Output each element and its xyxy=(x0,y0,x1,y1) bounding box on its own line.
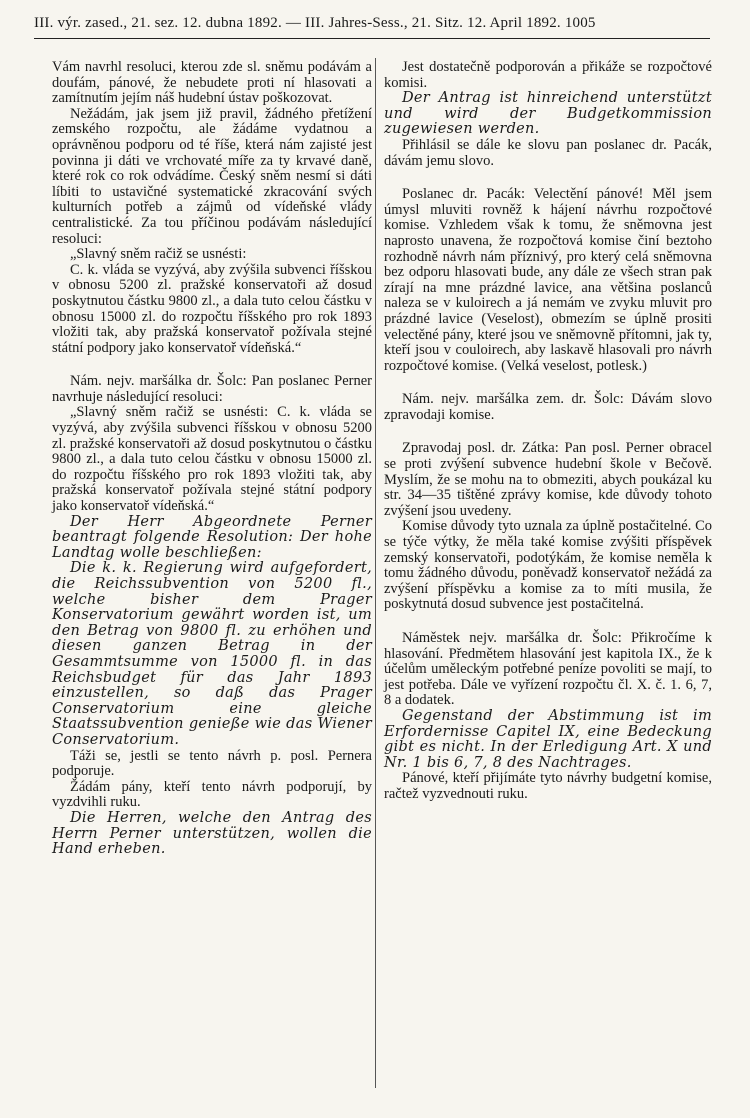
resolution-intro: „Slavný sněm račiž se usnésti: xyxy=(70,246,247,263)
running-header: III. výr. zased., 21. sez. 12. dubna 1892. — III. Jahres-Sess., 21. Sitz. 12. April 1892. 1005 xyxy=(34,10,710,39)
german-paragraph: Gegenstand der Abstimmung ist im Erfordernisse Capitel IX, eine Bedeckung gibt es nicht. In der Erledigung Art. X und Nr. 1 bis 6, 7, 8 des Nachtrages. xyxy=(384,707,712,771)
paragraph: Pánové, kteří přijímáte tyto návrhy budgetní komise, račtež vyzvednouti ruku. xyxy=(384,770,712,802)
paragraph: Nežádám, jak jsem již pravil, žádného přetížení zemského rozpočtu, ale žádáme vydatnou a oprávněnou podporu od té říše, která nám zajisté jest povinna ji dáti ve vrchovaté míře za ty krvavé daně, které rok co rok odvádíme. Český sněm nesmí si dáti líbiti to ustavičné systematické zkracování svých kulturních potřeb a zájmů od vídeňské vlády centralistické. Za tou příčinou podávám následující resoluci: xyxy=(52,105,372,247)
resolution-text: C. k. vláda se vyzývá, aby zvýšila subvenci říšskou v obnosu 5200 zl. pražské konservatoři až dosud poskytnutou částku 9800 zl., a dala tuto celou částku v obnosu 15000 zl. do rozpočtu říšského pro rok 1893 vložiti tak, aby pražská konservatoř požívala stejné státní podpory jako konservatoř vídeňská.“ xyxy=(52,261,372,356)
paragraph: Žádám pány, kteří tento návrh podporují, by vyzdvihli ruku. xyxy=(52,778,372,811)
german-paragraph: Die k. k. Regierung wird aufgefordert, die Reichssubvention von 5200 fl., welche bisher dem Prager Konservatorium gewährt worden ist, um den Betrag von 9800 fl. zu erhöhen und diesen ganzen Betrag in der Gesammtsumme von 15000 fl. in das Reichsbudget für das Jahr 1893 einzustellen, so daß das Prager Conservatorium eine gleiche Staatssubvention genieße wie das Wiener Conservatorium. xyxy=(52,560,372,748)
german-paragraph: Die Herren, welche den Antrag des Herrn Perner unterstützen, wollen die Hand erheben. xyxy=(52,809,372,858)
right-column xyxy=(384,60,712,803)
column-divider xyxy=(375,58,376,1088)
speaker-paragraph: Nám. nejv. maršálka zem. dr. Šolc: Dávám slovo zpravodaji komise. xyxy=(384,391,712,423)
paragraph: Komise důvody tyto uznala za úplně postačitelné. Co se týče výtky, že měla také komise zvýšiti příspěvek zemský konservatoři, podotýkám, že komise neměla k tomu žádného důvodu, poněvadž konservatoř nežádá za zvýšení příspěvku a komise za to míti musila, že poskytnutá dosud subvence jest postačitelná. xyxy=(384,518,712,613)
german-paragraph: Der Herr Abgeordnete Perner beantragt folgende Resolution: Der hohe Landtag wolle beschließen: xyxy=(52,513,372,561)
paragraph: Přihlásil se dále ke slovu pan poslanec dr. Pacák, dávám jemu slovo. xyxy=(384,136,712,169)
speaker-paragraph: Náměstek nejv. maršálka dr. Šolc: Přikročíme k hlasování. Předmětem hlasování jest kapitola IX., že k účelům uměleckým potřebné peníze povoliti se mají, to jest potřeba. Dále ve vyřízení rozpočtu čl. X. č. 1. 6, 7, 8 a dodatek. xyxy=(384,630,712,709)
left-column xyxy=(52,60,372,858)
resolution-text: „Slavný sněm račiž se usnésti: C. k. vláda se vyzývá, aby zvýšila subvenci říšskou v obnosu 5200 zl. pražské konservatoři až dosud poskytnutou o částku 9800 zl., a dala tuto celou částku v obnosu 15000 zl. do rozpočtu říšského pro rok 1893 vložiti tak, aby pražská konservatoř požívala stejné státní podpory jako konservatoř vídeňská.“ xyxy=(52,404,372,515)
paragraph: Jest dostatečně podporován a přikáže se rozpočtové komisi. xyxy=(384,59,712,91)
speaker-paragraph: Poslanec dr. Pacák: Velectění pánové! Měl jsem úmysl mluviti rovněž k hájení návrhu rozpočtové komise. Vzhledem však k tomu, že sněmovna jest naprosto unavena, že rozpočtová komise činí beztoho rozhodně návrh nám příznivý, pro který celá sněmovna bez odporu hlasovati bude, any dále ze všech stran pak zírají na mne prázdné lavice, ana většina poslanců naleza se v kuloirech a já nemám ve zvyku mluvit pro prázdné lavice (Veselost), obmezím se úplně prositi velectěné pány, které jsou ve sněmovně přítomni, jak ty, kteří jsou v couloirech, aby laskavě hlasovali pro návrh rozpočtové komise. (Velká veselost, potlesk.) xyxy=(384,186,712,374)
paragraph: Táži se, jestli se tento návrh p. posl. Pernera podporuje. xyxy=(52,747,372,780)
paragraph: Vám navrhl resoluci, kterou zde sl. sněmu podávám a doufám, pánové, že nebudete proti ní hlasovati a zamítnutím jejím náš hudební ústav poškozovat. xyxy=(52,59,372,107)
speaker-paragraph: Nám. nejv. maršálka dr. Šolc: Pan poslanec Perner navrhuje následující resoluci: xyxy=(52,373,372,405)
speaker-paragraph: Zpravodaj posl. dr. Zátka: Pan posl. Perner obracel se proti zvýšení subvence hudební škole v Bečově. Myslím, že se mohu na to obmeziti, abych poukázal ku str. 34—35 tištěné zprávy komise, kde důvody tohoto zvýšení jsou uvedeny. xyxy=(384,440,712,519)
german-paragraph: Der Antrag ist hinreichend unterstützt und wird der Budgetkommission zugewiesen werden. xyxy=(384,90,712,138)
